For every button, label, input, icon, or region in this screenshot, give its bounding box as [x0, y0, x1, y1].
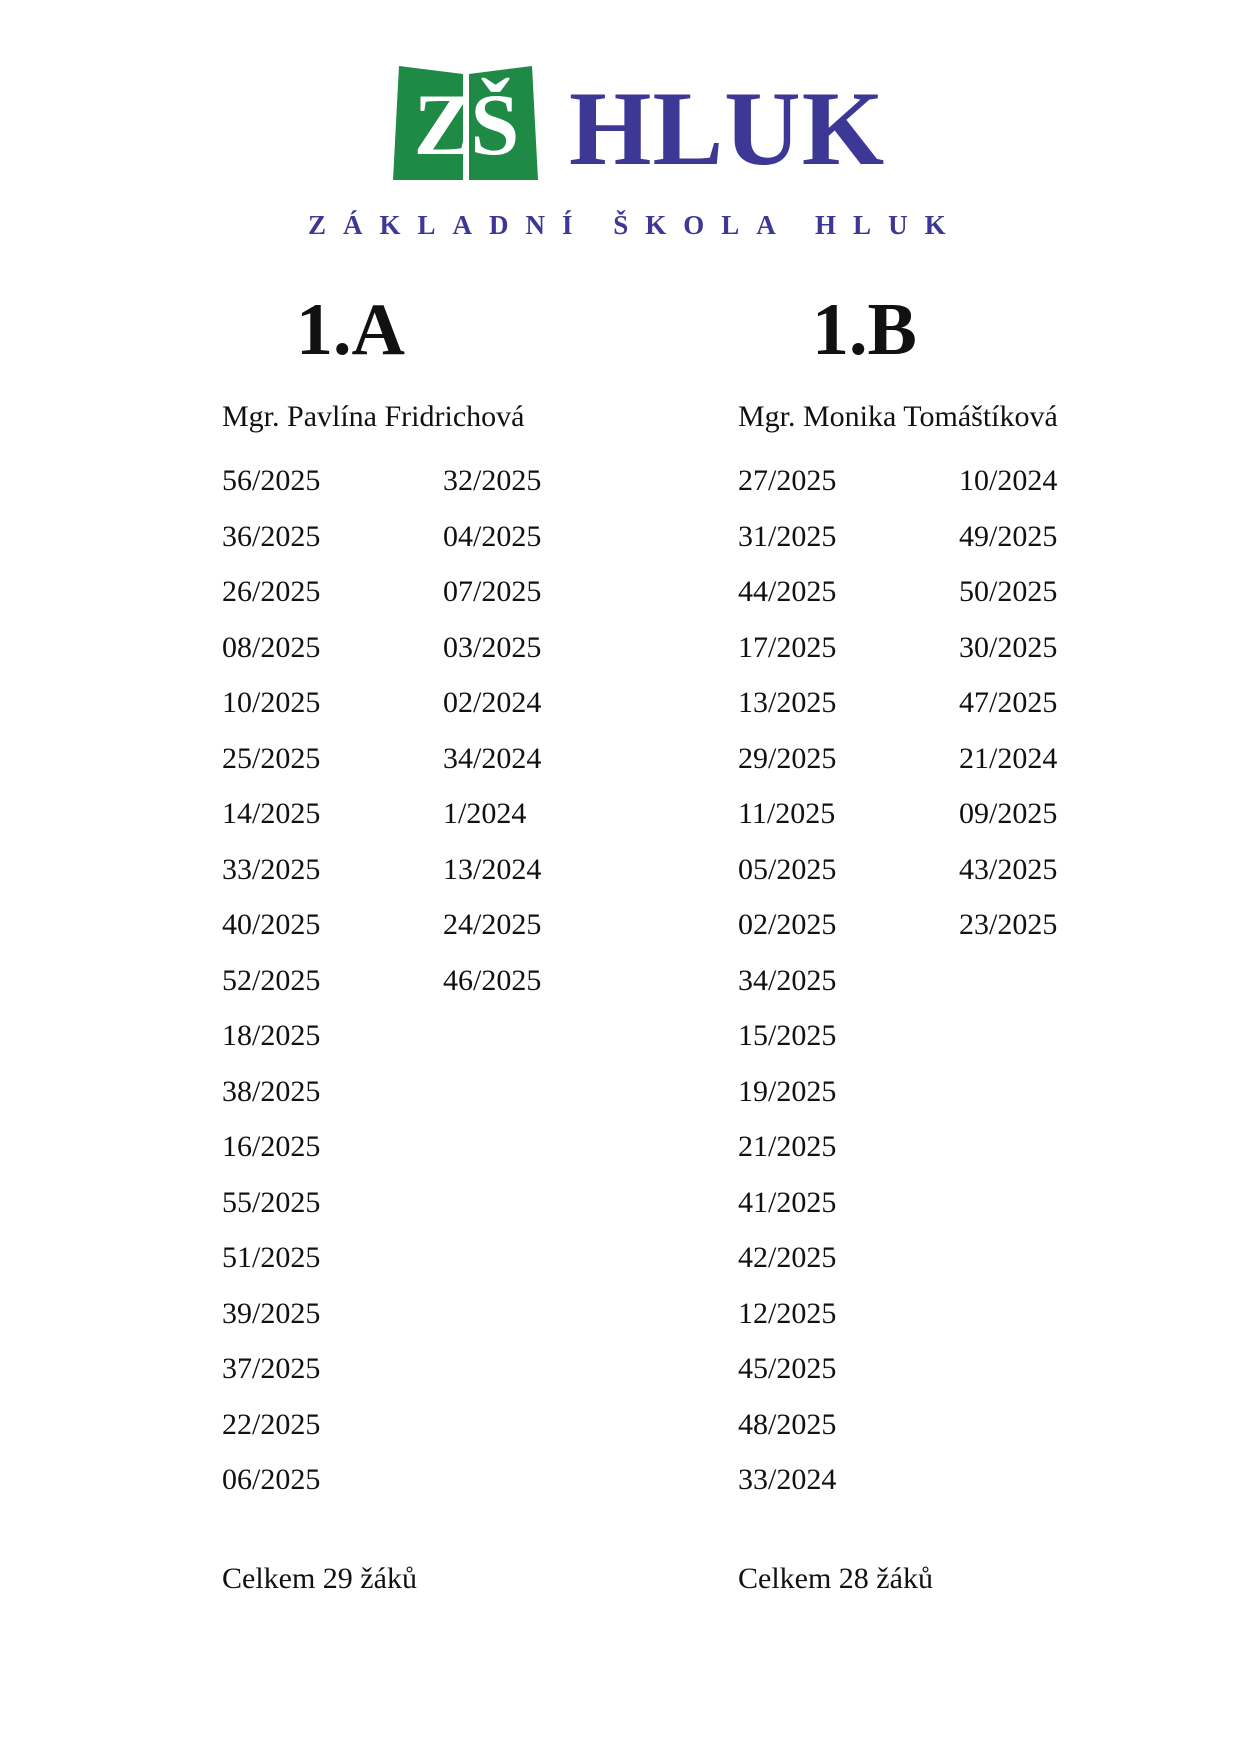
list-item: 44/2025: [738, 575, 837, 608]
list-item: 13/2025: [738, 686, 837, 719]
list-item: 52/2025: [222, 963, 321, 997]
list-item: 13/2024: [443, 852, 542, 886]
class-teacher: Mgr. Monika Tomáštíková: [738, 400, 1058, 433]
registration-list-column-1: [738, 453, 836, 1508]
list-item: 21/2025: [738, 1130, 837, 1163]
registration-list-column-1: [222, 453, 320, 1508]
list-item: 06/2025: [222, 1463, 321, 1496]
list-item: 10/2025: [222, 686, 321, 719]
list-item: 33/2025: [222, 852, 321, 886]
class-total: Celkem 28 žáků: [738, 1562, 933, 1595]
list-item: 19/2025: [738, 1074, 837, 1108]
list-item: 45/2025: [738, 1352, 837, 1385]
registration-list-column-2: [443, 453, 541, 1008]
list-item: 1/2024: [443, 797, 527, 830]
list-item: 32/2025: [443, 464, 542, 497]
class-title: 1.B: [812, 289, 917, 371]
class-title: 1.A: [296, 289, 405, 371]
list-item: 02/2024: [443, 686, 542, 719]
list-item: 17/2025: [738, 630, 837, 664]
class-total: Celkem 29 žáků: [222, 1562, 417, 1595]
list-item: 40/2025: [222, 908, 321, 941]
list-item: 48/2025: [738, 1407, 837, 1441]
list-item: 09/2025: [959, 797, 1058, 830]
list-item: 27/2025: [738, 464, 837, 497]
list-item: 50/2025: [959, 575, 1058, 608]
list-item: 30/2025: [959, 630, 1058, 664]
list-item: 41/2025: [738, 1185, 837, 1219]
list-item: 16/2025: [222, 1130, 321, 1163]
list-item: 43/2025: [959, 852, 1058, 886]
list-item: 22/2025: [222, 1407, 321, 1441]
list-item: 18/2025: [222, 1019, 321, 1052]
list-item: 25/2025: [222, 741, 321, 775]
list-item: 08/2025: [222, 630, 321, 664]
list-item: 15/2025: [738, 1019, 837, 1052]
list-item: 03/2025: [443, 630, 542, 664]
list-item: 56/2025: [222, 464, 321, 497]
school-subtitle: ZÁKLADNÍ ŠKOLA HLUK: [308, 210, 963, 240]
list-item: 47/2025: [959, 686, 1058, 719]
registration-list-column-2: [959, 453, 1057, 953]
school-brand-name: HLUK: [569, 70, 886, 187]
list-item: 29/2025: [738, 741, 837, 775]
list-item: 39/2025: [222, 1296, 321, 1330]
list-item: 37/2025: [222, 1352, 321, 1385]
list-item: 12/2025: [738, 1296, 837, 1330]
class-teacher: Mgr. Pavlína Fridrichová: [222, 400, 525, 433]
list-item: 55/2025: [222, 1185, 321, 1219]
list-item: 04/2025: [443, 519, 542, 553]
list-item: 34/2024: [443, 741, 542, 775]
list-item: 38/2025: [222, 1074, 321, 1108]
list-item: 07/2025: [443, 575, 542, 608]
list-item: 34/2025: [738, 963, 837, 997]
list-item: 05/2025: [738, 852, 837, 886]
school-logo: [393, 66, 538, 180]
list-item: 46/2025: [443, 963, 542, 997]
list-item: 23/2025: [959, 908, 1058, 941]
list-item: 42/2025: [738, 1241, 837, 1274]
list-item: 21/2024: [959, 741, 1058, 775]
list-item: 33/2024: [738, 1463, 837, 1496]
list-item: 11/2025: [738, 797, 836, 830]
list-item: 26/2025: [222, 575, 321, 608]
list-item: 31/2025: [738, 519, 837, 553]
list-item: 10/2024: [959, 464, 1058, 497]
list-item: 24/2025: [443, 908, 542, 941]
list-item: 02/2025: [738, 908, 837, 941]
logo-text: ZŠ: [413, 77, 518, 174]
list-item: 51/2025: [222, 1241, 321, 1274]
list-item: 49/2025: [959, 519, 1058, 553]
list-item: 36/2025: [222, 519, 321, 553]
list-item: 14/2025: [222, 797, 321, 830]
